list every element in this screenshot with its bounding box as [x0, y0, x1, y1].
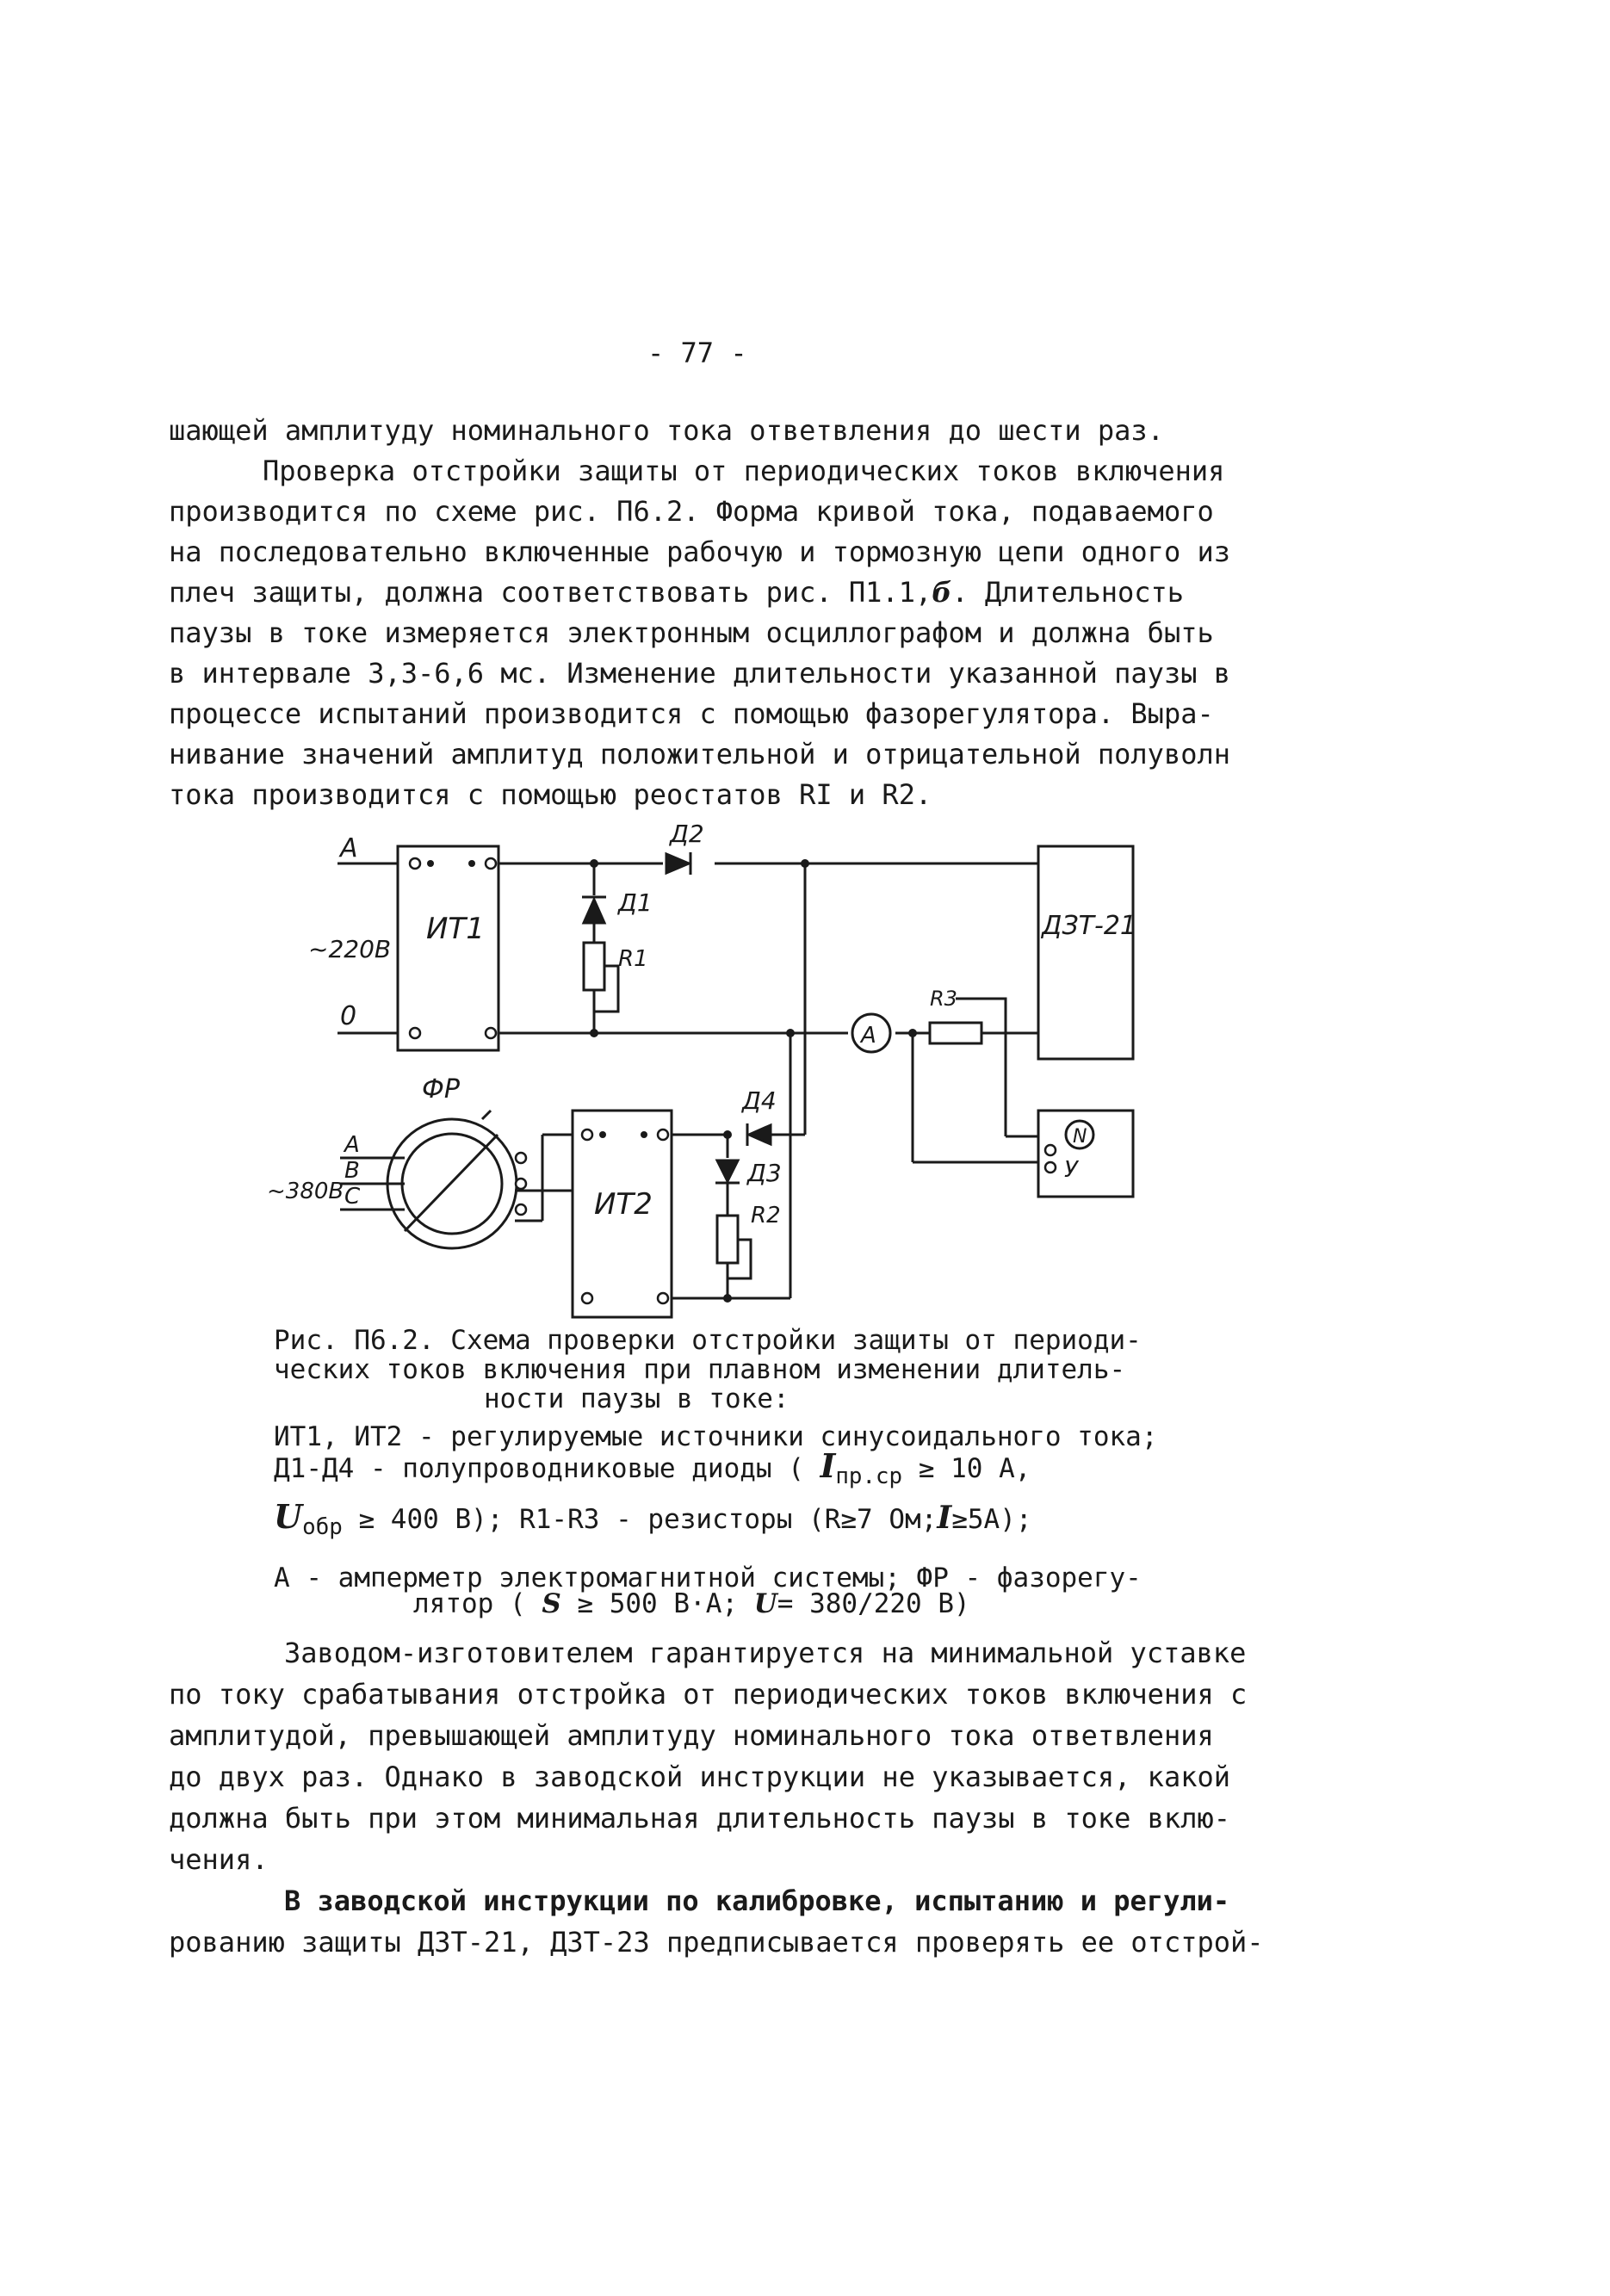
label-d1: Д1 [618, 888, 653, 917]
symbol-s: S [542, 1588, 561, 1619]
text-span: ≥ 400 В); R1-R3 - резисторы (R≥7 Ом; [358, 1504, 938, 1535]
text-line: нивание значений амплитуд положительной и отрицательной полуволн [169, 738, 1230, 770]
source-it1-box [398, 846, 498, 1050]
caption-line: ности паузы в токе: [484, 1383, 790, 1414]
label-220v: ~220В [308, 935, 392, 963]
caption-line: ческих токов включения при плавном изменении длитель- [274, 1354, 1126, 1385]
text-span: Д1-Д4 - полупроводниковые диоды ( [274, 1453, 804, 1484]
page-number: - 77 - [647, 337, 747, 369]
text-span: ≥5А); [951, 1504, 1032, 1535]
bold-letter: б [932, 576, 952, 609]
label-phase-c: С [344, 1184, 361, 1210]
text-line: на последовательно включенные рабочую и тормозную цепи одного из [169, 535, 1230, 568]
caption-line [274, 1446, 1031, 1491]
text-line: производится по схеме рис. П6.2. Форма кривой тока, подаваемого [169, 495, 1214, 528]
label-osc-y: У [1064, 1157, 1078, 1183]
text-line: в интервале 3,3-6,6 мс. Изменение длительности указанной паузы в [169, 657, 1230, 690]
text-line: чения. [169, 1843, 269, 1876]
text-span: лятор ( [413, 1588, 526, 1619]
text-span: плеч защиты, должна соответствовать рис. П1.1, [169, 576, 932, 609]
label-it1: ИТ1 [426, 912, 485, 946]
caption-line: А - амперметр электромагнитной системы; ФР - фазорегу- [274, 1563, 1142, 1594]
text-line: амплитудой, превышающей амплитуду номинального тока ответвления [169, 1719, 1214, 1752]
text-line: должна быть при этом минимальная длительность паузы в токе вклю- [169, 1802, 1230, 1835]
caption-line [274, 1497, 1032, 1542]
caption-line: Рис. П6.2. Схема проверки отстройки защиты от периоди- [274, 1325, 1142, 1356]
label-380v: ~380В [267, 1179, 344, 1204]
text-span: = 380/220 В) [777, 1588, 970, 1619]
label-phase-b: В [344, 1158, 360, 1184]
label-phase-a: А [344, 1132, 360, 1158]
text-line: Проверка отстройки защиты от периодических токов включения [263, 455, 1225, 487]
text-span: ≥ 10 А, [918, 1453, 1031, 1484]
text-span: . Длительность [951, 576, 1185, 609]
subscript: пр.ср [835, 1464, 903, 1490]
symbol-i: I [937, 1500, 952, 1536]
label-r1: R1 [618, 946, 648, 972]
label-r3: R3 [930, 987, 957, 1011]
text-line: тока производится с помощью реостатов RI и R2. [169, 778, 932, 811]
text-line: шающей амплитуду номинального тока ответвления до шести раз. [169, 414, 1164, 447]
text-line: рованию защиты ДЗТ-21, ДЗТ-23 предписывается проверять ее отстрой- [169, 1926, 1264, 1959]
label-r2: R2 [751, 1203, 781, 1228]
label-neutral: 0 [340, 1001, 357, 1031]
label-ammeter: А [861, 1023, 876, 1049]
caption-line: ИТ1, ИТ2 - регулируемые источники синусоидального тока; [274, 1421, 1158, 1452]
relay-dzt21-box [1038, 846, 1133, 1059]
text-line: Заводом-изготовителем гарантируется на минимальной уставке [284, 1637, 1247, 1669]
text-line: В заводской инструкции по калибровке, испытанию и регули- [284, 1884, 1230, 1917]
symbol-u: U [274, 1497, 303, 1536]
symbol-i: I [820, 1446, 836, 1485]
text-span: ≥ 500 В·А; [577, 1588, 739, 1619]
label-d3: Д3 [747, 1159, 782, 1187]
label-it2: ИТ2 [594, 1187, 653, 1222]
label-phase-a-top: A [340, 833, 358, 863]
label-dzt21: ДЗТ-21 [1042, 911, 1136, 941]
text-line: процессе испытаний производится с помощью фазорегулятора. Выра- [169, 697, 1214, 730]
text-line: по току срабатывания отстройка от периодических токов включения с [169, 1678, 1248, 1711]
label-d4: Д4 [742, 1086, 777, 1115]
subscript: обр [302, 1514, 343, 1541]
symbol-u: U [753, 1588, 777, 1619]
caption-line [413, 1589, 970, 1618]
label-fr: ФР [422, 1074, 460, 1105]
label-d2: Д2 [670, 820, 704, 848]
text-line: до двух раз. Однако в заводской инструкции не указывается, какой [169, 1761, 1230, 1793]
text-line: паузы в токе измеряется электронным осциллографом и должна быть [169, 616, 1214, 649]
label-osc-n: N [1073, 1126, 1087, 1148]
